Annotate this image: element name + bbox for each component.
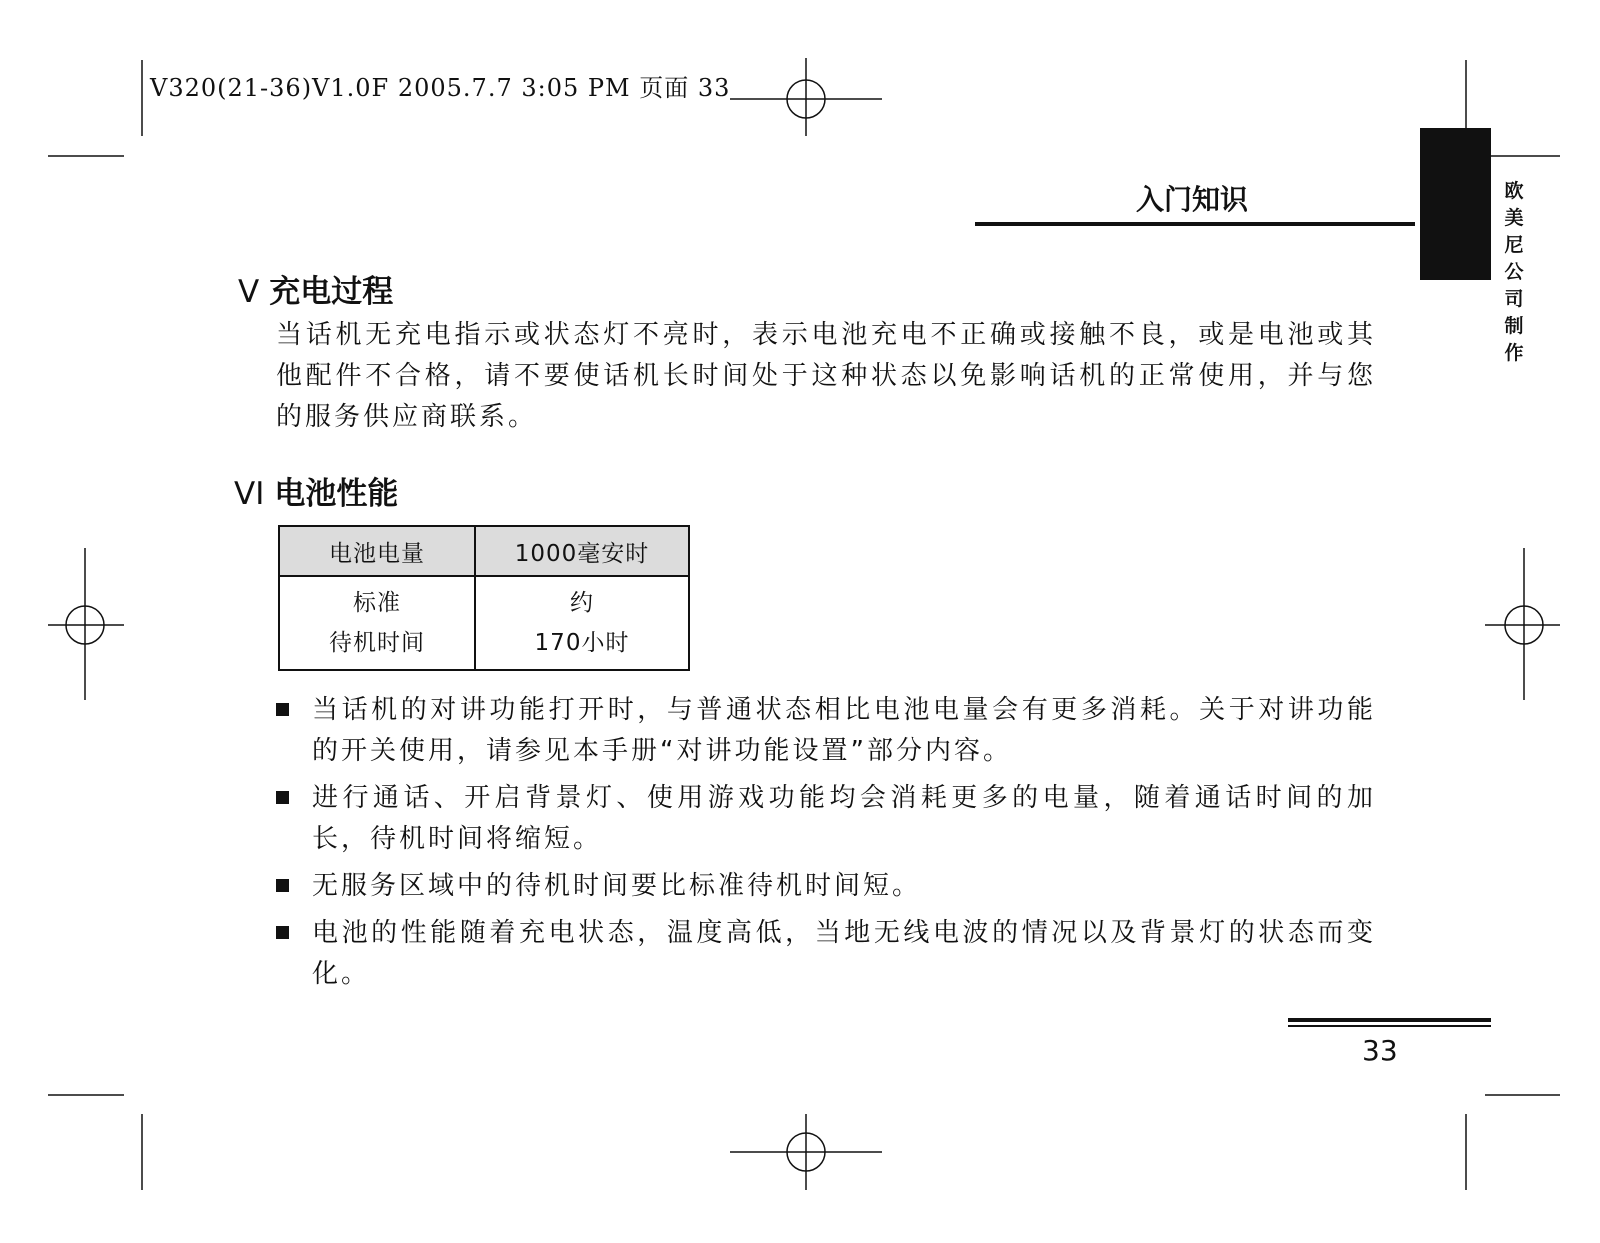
table-header-cell: 电池电量 (279, 526, 475, 576)
section-heading-charging (238, 266, 393, 311)
side-label: 欧美尼公司制作 (1504, 180, 1524, 364)
bullet-square-icon (276, 879, 289, 892)
list-item (276, 778, 1376, 860)
table-header-row (279, 526, 689, 576)
notes-list (276, 690, 1376, 1001)
section-number: V (238, 274, 260, 310)
list-item (276, 913, 1376, 995)
cell-line: 约 (570, 590, 594, 616)
header-rule (975, 222, 1415, 226)
table-row (279, 576, 689, 670)
list-item-text: 无服务区域中的待机时间要比标准待机时间短。 (312, 871, 922, 901)
charging-paragraph: 当话机无充电指示或状态灯不亮时，表示电池充电不正确或接触不良，或是电池或其他配件不合格，请不要使话机长时间处于这种状态以免影响话机的正常使用，并与您的服务供应商联系。 (276, 320, 1376, 432)
thumb-tab (1420, 128, 1491, 280)
footer-rule-thin (1288, 1025, 1491, 1027)
cell-line: 170小时 (534, 630, 630, 656)
print-slug: V320(21-36)V1.0F 2005.7.7 3:05 PM 页面 33 (150, 74, 731, 102)
footer-rule (1288, 1018, 1491, 1022)
cell-line: 标准 (353, 590, 401, 616)
battery-table (278, 525, 690, 671)
chapter-title: 入门知识 (1136, 183, 1249, 216)
cell-line: 待机时间 (329, 630, 425, 656)
section-title: 充电过程 (269, 274, 394, 310)
bullet-square-icon (276, 791, 289, 804)
list-item-text: 进行通话、开启背景灯、使用游戏功能均会消耗更多的电量，随着通话时间的加长，待机时间将缩短。 (312, 783, 1376, 854)
section-heading-battery (234, 468, 398, 513)
section-title: 电池性能 (274, 476, 399, 512)
list-item-text: 当话机的对讲功能打开时，与普通状态相比电池电量会有更多消耗。关于对讲功能的开关使用，请参见本手册“对讲功能设置”部分内容。 (312, 695, 1376, 766)
page-number: 33 (1362, 1034, 1398, 1067)
bullet-square-icon (276, 703, 289, 716)
table-header-cell: 1000毫安时 (475, 526, 689, 576)
table-cell-value (475, 576, 689, 670)
list-item-text: 电池的性能随着充电状态，温度高低，当地无线电波的情况以及背景灯的状态而变化。 (312, 918, 1376, 989)
list-item (276, 690, 1376, 772)
table-cell-label (279, 576, 475, 670)
section-number: VI (234, 476, 265, 512)
list-item (276, 866, 1376, 907)
bullet-square-icon (276, 926, 289, 939)
